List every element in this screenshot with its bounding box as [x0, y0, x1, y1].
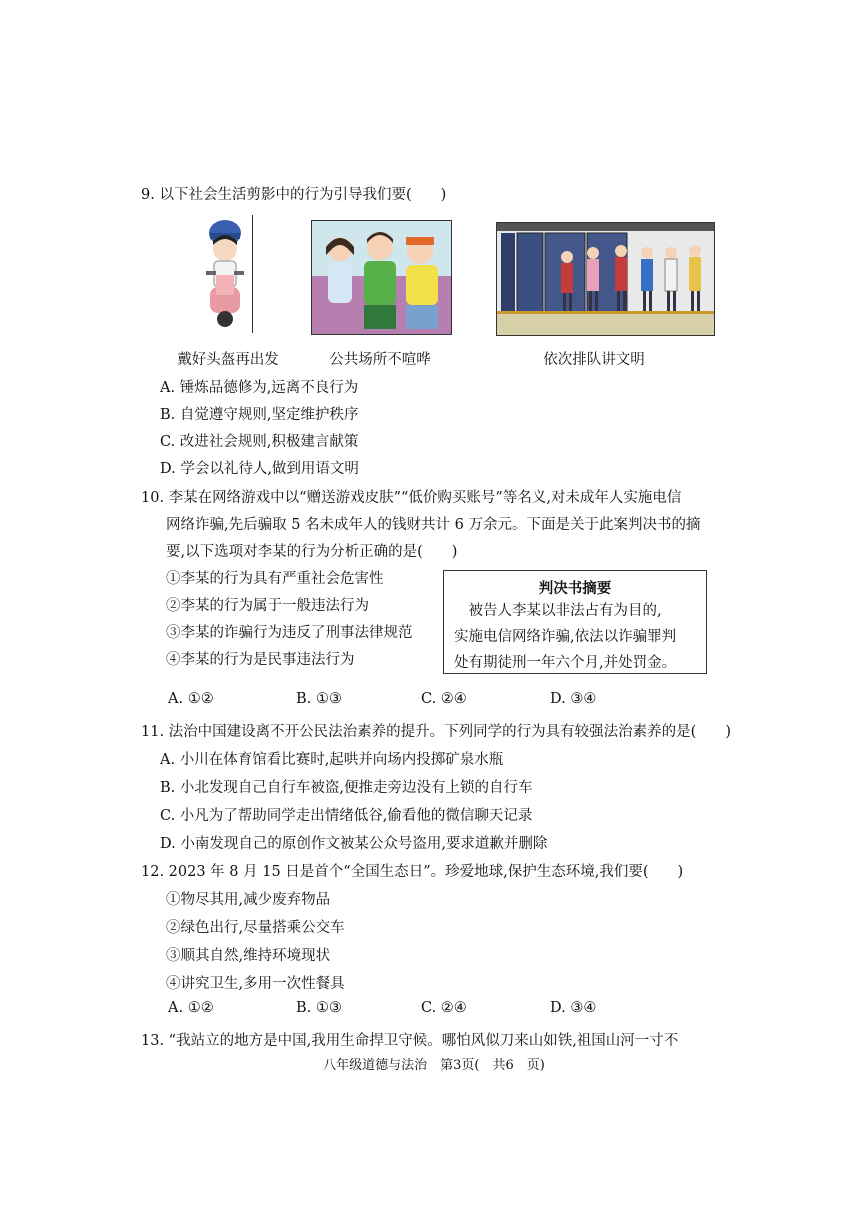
- helmet-rider-image: [198, 215, 253, 333]
- q10-choice-d: D. ③④: [550, 691, 597, 707]
- q12-statement-1: ①物尽其用,减少废弃物品: [166, 892, 331, 908]
- q10-statement-1: ①李某的行为具有严重社会危害性: [166, 571, 384, 587]
- page-footer: 八年级道德与法治 第3页( 共6 页): [323, 1058, 545, 1073]
- q10-choice-c: C. ②④: [421, 691, 467, 707]
- q9-stem: 9. 以下社会生活剪影中的行为引导我们要( ): [141, 187, 447, 203]
- queue-image: [496, 222, 715, 336]
- q12-choice-b: B. ①③: [296, 1000, 342, 1016]
- q9-option-d: D. 学会以礼待人,做到用语文明: [160, 461, 359, 477]
- q10-statement-4: ④李某的行为是民事违法行为: [166, 652, 355, 668]
- verdict-summary-title: 判决书摘要: [538, 580, 612, 597]
- q12-statement-2: ②绿色出行,尽量搭乘公交车: [166, 920, 345, 936]
- q13-stem: 13. “我站立的地方是中国,我用生命捍卫守候。哪怕风似刀来山如铁,祖国山河一寸不: [141, 1033, 679, 1049]
- q11-option-c: C. 小凡为了帮助同学走出情绪低谷,偷看他的微信聊天记录: [160, 808, 533, 824]
- q9-option-b: B. 自觉遵守规则,坚定维护秩序: [160, 407, 359, 423]
- q10-statement-3: ③李某的诈骗行为违反了刑事法律规范: [166, 625, 413, 641]
- q12-choice-c: C. ②④: [421, 1000, 467, 1016]
- q10-stem-line-3: 要,以下选项对李某的行为分析正确的是( ): [166, 544, 458, 560]
- q12-choice-d: D. ③④: [550, 1000, 597, 1016]
- q10-statement-2: ②李某的行为属于一般违法行为: [166, 598, 369, 614]
- q12-choice-a: A. ①②: [168, 1000, 214, 1016]
- public-place-image: [311, 220, 452, 335]
- q9-option-a: A. 锤炼品德修为,远离不良行为: [160, 380, 359, 396]
- verdict-line-2: 实施电信网络诈骗,依法以诈骗罪判: [454, 629, 677, 645]
- q11-option-d: D. 小南发现自己的原创作文被某公众号盗用,要求道歉并删除: [160, 836, 548, 852]
- q12-statement-3: ③顺其自然,维持环境现状: [166, 948, 331, 964]
- q10-stem-line-2: 网络诈骗,先后骗取 5 名未成年人的钱财共计 6 万余元。下面是关于此案判决书的摘: [166, 517, 701, 533]
- q12-stem: 12. 2023 年 8 月 15 日是首个“全国生态日”。珍爱地球,保护生态环境,我们要( ): [141, 864, 684, 880]
- q9-option-c: C. 改进社会规则,积极建言献策: [160, 434, 359, 450]
- caption-queue: 依次排队讲文明: [543, 352, 645, 368]
- q10-choice-a: A. ①②: [168, 691, 214, 707]
- q10-stem-line-1: 10. 李某在网络游戏中以“赠送游戏皮肤”“低价购买账号”等名义,对未成年人实施电信: [141, 490, 682, 506]
- caption-public: 公共场所不喧哗: [329, 352, 431, 368]
- caption-helmet: 戴好头盔再出发: [177, 352, 279, 368]
- q11-option-a: A. 小川在体育馆看比赛时,起哄并向场内投掷矿泉水瓶: [160, 752, 504, 768]
- verdict-line-3: 处有期徒刑一年六个月,并处罚金。: [454, 655, 677, 671]
- q11-stem: 11. 法治中国建设离不开公民法治素养的提升。下列同学的行为具有较强法治素养的是( ): [141, 724, 731, 740]
- verdict-line-1: 被告人李某以非法占有为目的,: [454, 603, 662, 619]
- q12-statement-4: ④讲究卫生,多用一次性餐具: [166, 976, 345, 992]
- q11-option-b: B. 小北发现自己自行车被盗,便推走旁边没有上锁的自行车: [160, 780, 533, 796]
- verdict-summary-box: [443, 570, 707, 674]
- q10-choice-b: B. ①③: [296, 691, 342, 707]
